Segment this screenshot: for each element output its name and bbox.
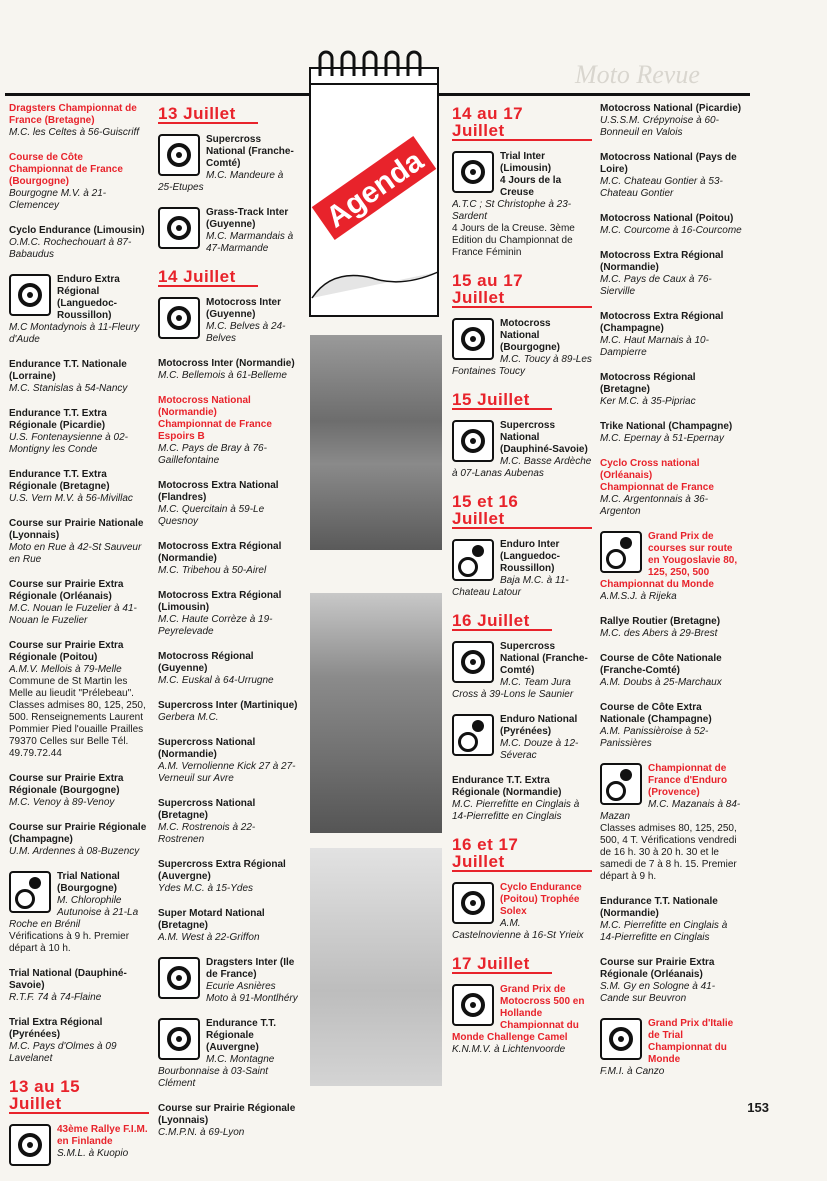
event-entry: Dragsters Championnat de France (Bretagne) M.C. les Celtes à 56-Guiscriff	[9, 103, 140, 138]
motocross-photo-2	[310, 593, 442, 833]
cyclo-icon	[452, 882, 494, 924]
event-entry: Rallye Routier (Bretagne) M.C. des Abers à 29-Brest	[600, 616, 721, 639]
event-entry: Course de Côte Extra Nationale (Champagne) A.M. Panissièroise à 52-Panissières	[600, 702, 712, 749]
supercross-icon	[452, 641, 494, 683]
trial-icon	[600, 1018, 642, 1060]
event-entry: 43ème Rallye F.I.M. en Finlande S.M.L. à Kuopio	[9, 1124, 149, 1168]
enduro-icon	[452, 539, 494, 581]
endurance-icon	[158, 1018, 200, 1060]
event-entry: Motocross National (Normandie) Championnat de France Espoirs B M.C. Pays de Bray à 76-Gaillefontaine	[158, 395, 272, 466]
column-3	[452, 103, 592, 1069]
event-entry: Course sur Prairie Extra Régionale (Poitou) A.M.V. Mellois à 79-Melle Commune de St Martin les Melle au lieudit "Prélebeau". Classes admises 80, 125, 250, 500. Renseignements Laurent Pommier Pied l'ouaille Prailles 79370 Celles sur Belle Tél. 49.79.72.44	[9, 640, 146, 759]
event-entry: Enduro Extra Régional (Languedoc-Roussillon) M.C Montadynois à 11-Fleury d'Aude	[9, 274, 140, 345]
column-2	[158, 103, 298, 1152]
event-entry: Motocross Inter (Normandie) M.C. Bellemois à 61-Belleme	[158, 358, 295, 381]
date-heading: 13 au 15 Juillet	[9, 1078, 149, 1114]
event-entry: Grand Prix d'Italie de Trial Championnat du Monde F.M.I. à Canzo	[600, 1018, 734, 1077]
page-number: 153	[747, 1100, 769, 1115]
event-entry: Motocross Régional (Bretagne) Ker M.C. à 35-Pipriac	[600, 372, 696, 407]
event-entry: Trial Extra Régional (Pyrénées) M.C. Pays d'Olmes à 09 Lavelanet	[9, 1017, 117, 1064]
event-entry: Supercross Inter (Martinique) Gerbera M.C.	[158, 700, 298, 723]
event-entry: Motocross Extra Régional (Limousin) M.C. Haute Corrèze à 19-Peyrelevade	[158, 590, 282, 637]
motocross-icon	[452, 984, 494, 1026]
event-entry: Cyclo Endurance (Poitou) Trophée Solex A.M. Castelnovienne à 16-St Yrieix	[452, 882, 584, 941]
event-entry: Course sur Prairie Extra Régionale (Orléanais) S.M. Gy en Sologne à 41-Cande sur Beuvron	[600, 957, 716, 1004]
event-entry: Supercross National (Dauphiné-Savoie) M.C. Basse Ardèche à 07-Lanas Aubenas	[452, 420, 592, 479]
event-entry: Motocross National (Poitou) M.C. Courcome à 16-Courcome	[600, 213, 742, 236]
date-heading: 13 Juillet	[158, 105, 298, 124]
agenda-label: Agenda	[320, 144, 430, 235]
trial-icon	[9, 871, 51, 913]
rally-icon	[9, 1124, 51, 1166]
event-entry: Endurance T.T. Extra Régionale (Bretagne) U.S. Vern M.V. à 56-Mivillac	[9, 469, 133, 504]
event-entry: Enduro Inter (Languedoc-Roussillon) Baja M.C. à 11-Chateau Latour	[452, 539, 569, 598]
event-entry: Enduro National (Pyrénées) M.C. Douze à 12-Séverac	[452, 714, 592, 762]
event-entry: Supercross National (Franche-Comté) M.C. Team Jura Cross à 39-Lons le Saunier	[452, 641, 588, 700]
supercross-icon	[158, 134, 200, 176]
enduro-icon	[452, 714, 494, 756]
column-4	[600, 103, 742, 1091]
date-heading: 16 et 17 Juillet	[452, 836, 592, 872]
event-entry: Cyclo Endurance (Limousin) O.M.C. Rochechouart à 87-Babaudus	[9, 225, 145, 260]
event-entry: Dragsters Inter (Ile de France) Ecurie Asnières Moto à 91-Montlhéry	[158, 957, 298, 1005]
event-entry: Motocross National (Picardie) U.S.S.M. Crépynoise à 60-Bonneuil en Valois	[600, 103, 742, 138]
event-entry: Super Motard National (Bretagne) A.M. West à 22-Griffon	[158, 908, 265, 943]
event-entry: Course sur Prairie Régionale (Champagne) U.M. Ardennes à 08-Buzency	[9, 822, 147, 857]
dragster-icon	[158, 957, 200, 999]
enduro-icon	[9, 274, 51, 316]
date-heading: 16 Juillet	[452, 612, 592, 631]
event-entry: Endurance T.T. Extra Régionale (Picardie) U.S. Fontenaysienne à 02-Montigny les Conde	[9, 408, 128, 455]
event-entry: Course sur Prairie Nationale (Lyonnais) Moto en Rue à 42-St Sauveur en Rue	[9, 518, 144, 565]
event-entry: Endurance T.T. Nationale (Lorraine) M.C. Stanislas à 54-Nancy	[9, 359, 128, 394]
event-entry: Grass-Track Inter (Guyenne) M.C. Marmandais à 47-Marmande	[158, 207, 298, 255]
event-entry: Motocross Régional (Guyenne) M.C. Euskal à 64-Urrugne	[158, 651, 274, 686]
date-heading: 14 Juillet	[158, 268, 298, 287]
event-entry: Course sur Prairie Extra Régionale (Bourgogne) M.C. Venoy à 89-Venoy	[9, 773, 124, 808]
event-entry: Motocross Extra Régional (Normandie) M.C. Pays de Caux à 76-Sierville	[600, 250, 724, 297]
enduro-icon	[600, 763, 642, 805]
event-entry: Course sur Prairie Régionale (Lyonnais) C.M.P.N. à 69-Lyon	[158, 1103, 296, 1138]
date-heading: 14 au 17 Juillet	[452, 105, 592, 141]
event-entry: Supercross National (Normandie) A.M. Vernolienne Kick 27 à 27-Verneuil sur Avre	[158, 737, 296, 784]
event-entry: Grand Prix de courses sur route en Yougoslavie 80, 125, 250, 500 Championnat du Monde A.M.S.J. à Rijeka	[600, 531, 738, 602]
event-entry: Endurance T.T. Nationale (Normandie) M.C. Pierrefitte en Cinglais à 14-Pierrefitte en Cinglais	[600, 896, 728, 943]
event-entry: Motocross Extra Régional (Champagne) M.C. Haut Marnais à 10-Dampierre	[600, 311, 724, 358]
motocross-icon	[452, 318, 494, 360]
date-heading: 15 Juillet	[452, 391, 592, 410]
event-entry: Supercross National (Bretagne) M.C. Rostrenois à 22-Rostrenen	[158, 798, 256, 845]
event-entry: Trial National (Dauphiné-Savoie) R.T.F. 74 à 74-Flaine	[9, 968, 127, 1003]
trial-icon	[452, 151, 494, 193]
supercross-icon	[452, 420, 494, 462]
event-entry: Motocross Extra Régional (Normandie) M.C. Tribehou à 50-Airel	[158, 541, 282, 576]
event-entry: Motocross National (Pays de Loire) M.C. Chateau Gontier à 53-Chateau Gontier	[600, 152, 737, 199]
event-entry: Course de Côte Nationale (Franche-Comté) A.M. Doubs à 25-Marchaux	[600, 653, 722, 688]
motocross-icon	[158, 297, 200, 339]
date-heading: 15 au 17 Juillet	[452, 272, 592, 308]
event-entry: Motocross Extra National (Flandres) M.C. Quercitain à 59-Le Quesnoy	[158, 480, 279, 527]
event-entry: Trial National (Bourgogne) M. Chlorophile Autunoise à 21-La Roche en Brénil Vérifications à 9 h. Premier départ à 10 h.	[9, 871, 139, 954]
date-heading: 15 et 16 Juillet	[452, 493, 592, 529]
motocross-photo-1	[310, 335, 442, 550]
grass-track-icon	[158, 207, 200, 249]
background-text: Moto Revue	[575, 60, 700, 89]
event-entry: Grand Prix de Motocross 500 en Hollande Championnat du Monde Challenge Camel K.N.M.V. à Lichtenvoorde	[452, 984, 585, 1055]
event-entry: Motocross Inter (Guyenne) M.C. Belves à 24-Belves	[158, 297, 298, 345]
event-entry: Motocross National (Bourgogne) M.C. Toucy à 89-Les Fontaines Toucy	[452, 318, 592, 377]
event-entry: Supercross Extra Régional (Auvergne) Ydes M.C. à 15-Ydes	[158, 859, 286, 894]
event-entry: Trike National (Champagne) M.C. Epernay à 51-Epernay	[600, 421, 733, 444]
agenda-notepad-icon	[302, 48, 444, 320]
column-1	[9, 103, 149, 1181]
motocross-photo-3	[310, 848, 442, 1086]
event-entry: Endurance T.T. Extra Régionale (Normandie) M.C. Pierrefitte en Cinglais à 14-Pierrefitte en Cinglais	[452, 775, 580, 822]
event-entry: Endurance T.T. Régionale (Auvergne) M.C. Montagne Bourbonnaise à 03-Saint Clément	[158, 1018, 277, 1089]
event-entry: Cyclo Cross national (Orléanais) Championnat de France M.C. Argentonnais à 36-Argenton	[600, 458, 714, 517]
event-entry: Trial Inter (Limousin) 4 Jours de la Creuse A.T.C ; St Christophe à 23-Sardent 4 Jours de la Creuse. 3ème Edition du Championnat de France Féminin	[452, 151, 575, 258]
event-entry: Course sur Prairie Extra Régionale (Orléanais) M.C. Nouan le Fuzelier à 41-Nouan le Fuzelier	[9, 579, 137, 626]
event-entry: Course de Côte Championnat de France (Bourgogne) Bourgogne M.V. à 21-Clemencey	[9, 152, 123, 211]
road-race-icon	[600, 531, 642, 573]
event-entry: Supercross National (Franche-Comté) M.C. Mandeure à 25-Etupes	[158, 134, 294, 193]
event-entry: Championnat de France d'Enduro (Provence) M.C. Mazanais à 84-Mazan Classes admises 80, 125, 250, 500, 4 T. Vérifications vendredi de 16 h. 30 à 20 h. 30 et le samedi de 7 à 8 h. 15. Premier départ à 9 h.	[600, 763, 741, 882]
date-heading: 17 Juillet	[452, 955, 592, 974]
